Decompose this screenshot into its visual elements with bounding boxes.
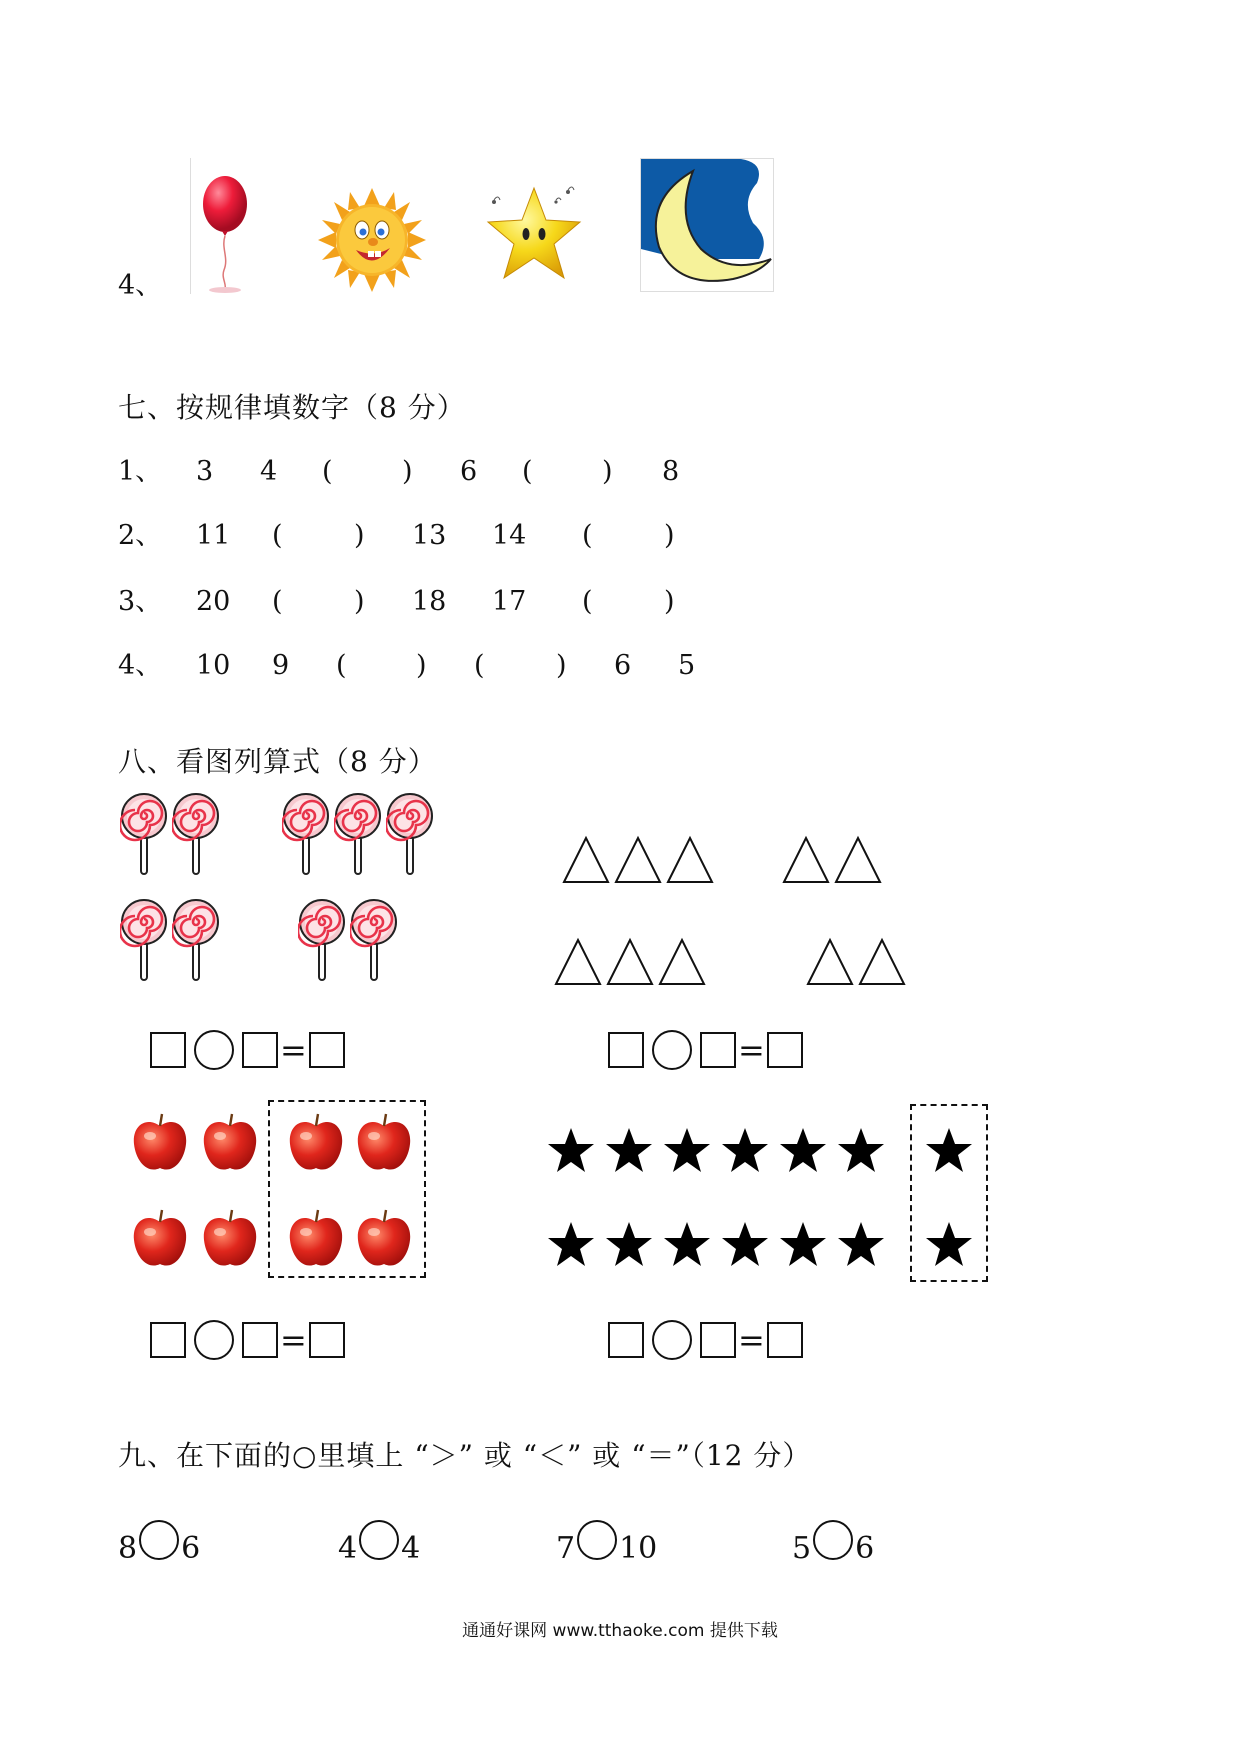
apple-icon — [202, 1208, 258, 1274]
answer-box[interactable] — [767, 1032, 803, 1068]
q4-label: 4、 — [118, 270, 163, 301]
star-icon — [484, 178, 584, 294]
section8-heading: 八、看图列算式（8 分） — [118, 745, 437, 778]
blank-paren[interactable]: ( — [474, 650, 485, 681]
answer-box[interactable] — [700, 1032, 736, 1068]
compare-left: 8 — [118, 1530, 138, 1566]
sequence-number: 10 — [196, 650, 231, 681]
black-star-icon — [662, 1220, 712, 1274]
triangle-row-1 — [560, 830, 920, 890]
sequence-number: 8 — [662, 456, 680, 487]
apple-icon — [132, 1208, 188, 1274]
answer-box[interactable] — [309, 1032, 345, 1068]
section9-heading: 九、在下面的○里填上 “＞” 或 “＜” 或 “＝”（12 分） — [118, 1439, 812, 1472]
sun-icon — [318, 188, 426, 292]
sequence-number: 9 — [272, 650, 290, 681]
triangle-icon — [660, 940, 704, 984]
section7-heading: 七、按规律填数字（8 分） — [118, 391, 466, 424]
equation-apples[interactable] — [150, 1320, 345, 1360]
row-number: 3、 — [118, 586, 163, 617]
triangle-icon — [860, 940, 904, 984]
black-star-icon — [778, 1220, 828, 1274]
sequence-row — [0, 652, 800, 686]
lollipop-icon — [172, 792, 220, 880]
black-star-icon — [662, 1126, 712, 1180]
black-star-icon — [720, 1220, 770, 1274]
lollipop-icon — [172, 898, 220, 986]
lollipop-icon — [350, 898, 398, 986]
answer-box[interactable] — [608, 1322, 644, 1358]
triangle-row-2 — [552, 932, 932, 992]
blank-paren[interactable]: ( — [582, 520, 593, 551]
black-star-icon — [836, 1126, 886, 1180]
apple-icon — [202, 1112, 258, 1178]
sequence-number: 11 — [196, 520, 231, 551]
black-star-icon — [546, 1126, 596, 1180]
compare-circle[interactable] — [359, 1520, 399, 1560]
compare-right: 10 — [619, 1530, 658, 1566]
answer-box[interactable] — [608, 1032, 644, 1068]
compare-item — [338, 1528, 420, 1568]
equals-sign: = — [738, 1031, 765, 1069]
sequence-number: 14 — [492, 520, 527, 551]
compare-left: 7 — [556, 1530, 576, 1566]
operator-circle[interactable] — [194, 1030, 234, 1070]
blank-paren[interactable]: ) — [402, 456, 413, 487]
lollipop-icon — [282, 792, 330, 880]
sequence-number: 6 — [460, 456, 478, 487]
operator-circle[interactable] — [652, 1320, 692, 1360]
sequence-number: 13 — [412, 520, 447, 551]
sequence-row — [0, 458, 800, 492]
compare-item — [118, 1528, 200, 1568]
operator-circle[interactable] — [652, 1030, 692, 1070]
blank-paren[interactable]: ) — [354, 520, 365, 551]
answer-box[interactable] — [242, 1032, 278, 1068]
sequence-number: 17 — [492, 586, 527, 617]
compare-right: 4 — [401, 1530, 421, 1566]
equation-stars[interactable] — [608, 1320, 803, 1360]
row-number: 4、 — [118, 650, 163, 681]
sequence-number: 4 — [260, 456, 278, 487]
blank-paren[interactable]: ) — [416, 650, 427, 681]
lollipop-icon — [298, 898, 346, 986]
triangle-icon — [836, 838, 880, 882]
black-star-icon — [836, 1220, 886, 1274]
star-dashed-group — [910, 1104, 988, 1282]
sequence-number: 3 — [196, 456, 214, 487]
sequence-row — [0, 522, 800, 556]
compare-item — [792, 1528, 874, 1568]
row-number: 2、 — [118, 520, 163, 551]
answer-box[interactable] — [700, 1322, 736, 1358]
answer-box[interactable] — [150, 1032, 186, 1068]
apple-icon — [356, 1208, 412, 1274]
triangle-icon — [608, 940, 652, 984]
lollipop-icon — [120, 792, 168, 880]
lollipop-icon — [386, 792, 434, 880]
blank-paren[interactable]: ) — [664, 520, 675, 551]
compare-item — [556, 1528, 657, 1568]
answer-box[interactable] — [242, 1322, 278, 1358]
triangle-icon — [556, 940, 600, 984]
blank-paren[interactable]: ( — [582, 586, 593, 617]
sequence-number: 6 — [614, 650, 632, 681]
compare-circle[interactable] — [139, 1520, 179, 1560]
answer-box[interactable] — [150, 1322, 186, 1358]
answer-box[interactable] — [767, 1322, 803, 1358]
black-star-icon — [604, 1126, 654, 1180]
blank-paren[interactable]: ( — [336, 650, 347, 681]
compare-left: 5 — [792, 1530, 812, 1566]
equals-sign: = — [280, 1031, 307, 1069]
sequence-row — [0, 588, 800, 622]
triangle-icon — [784, 838, 828, 882]
triangle-icon — [616, 838, 660, 882]
moon-icon — [640, 158, 774, 292]
blank-paren[interactable]: ) — [602, 456, 613, 487]
black-star-icon — [546, 1220, 596, 1274]
equals-sign: = — [738, 1321, 765, 1359]
blank-paren[interactable]: ( — [522, 456, 533, 487]
blank-paren[interactable]: ) — [664, 586, 675, 617]
black-star-icon — [778, 1126, 828, 1180]
apple-icon — [288, 1208, 344, 1274]
answer-box[interactable] — [309, 1322, 345, 1358]
compare-right: 6 — [855, 1530, 875, 1566]
sequence-number: 18 — [412, 586, 447, 617]
balloon-icon — [190, 158, 259, 294]
apple-icon — [288, 1112, 344, 1178]
equals-sign: = — [280, 1321, 307, 1359]
blank-paren[interactable]: ( — [272, 520, 283, 551]
triangle-icon — [808, 940, 852, 984]
compare-left: 4 — [338, 1530, 358, 1566]
equation-lollipops[interactable] — [150, 1030, 345, 1070]
compare-circle[interactable] — [813, 1520, 853, 1560]
row-number: 1、 — [118, 456, 163, 487]
triangle-icon — [564, 838, 608, 882]
triangle-icon — [668, 838, 712, 882]
equation-triangles[interactable] — [608, 1030, 803, 1070]
sequence-number: 20 — [196, 586, 231, 617]
black-star-icon — [604, 1220, 654, 1274]
blank-paren[interactable]: ) — [556, 650, 567, 681]
compare-right: 6 — [181, 1530, 201, 1566]
blank-paren[interactable]: ( — [322, 456, 333, 487]
apple-icon — [356, 1112, 412, 1178]
sequence-number: 5 — [678, 650, 696, 681]
blank-paren[interactable]: ) — [354, 586, 365, 617]
apple-icon — [132, 1112, 188, 1178]
compare-circle[interactable] — [577, 1520, 617, 1560]
lollipop-icon — [334, 792, 382, 880]
operator-circle[interactable] — [194, 1320, 234, 1360]
black-star-icon — [720, 1126, 770, 1180]
footer-credit: 通通好课网 www.tthaoke.com 提供下载 — [462, 1621, 778, 1641]
lollipop-icon — [120, 898, 168, 986]
blank-paren[interactable]: ( — [272, 586, 283, 617]
